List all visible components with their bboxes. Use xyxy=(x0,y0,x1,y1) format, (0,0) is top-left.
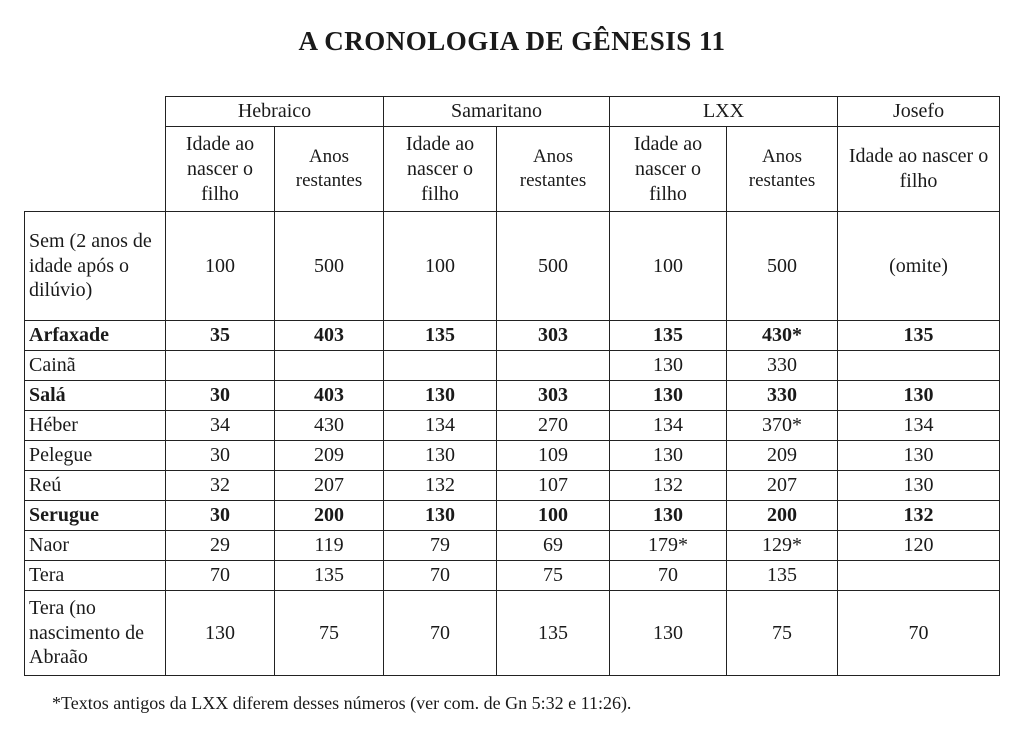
cell-value: 370* xyxy=(727,411,838,441)
corner-cell xyxy=(25,97,166,212)
cell-value: 403 xyxy=(275,381,384,411)
cell-value: 100 xyxy=(166,212,275,321)
cell-value: 207 xyxy=(727,471,838,501)
subheader-josefo-idade: Idade ao nascer o filho xyxy=(838,127,1000,212)
cell-value: 75 xyxy=(275,591,384,676)
cell-value: 209 xyxy=(727,441,838,471)
row-name: Pelegue xyxy=(25,441,166,471)
cell-value: 70 xyxy=(384,561,497,591)
row-name: Héber xyxy=(25,411,166,441)
cell-value: 132 xyxy=(384,471,497,501)
table-row xyxy=(25,321,1000,351)
group-header-samaritano: Samaritano xyxy=(384,97,610,127)
cell-value: 135 xyxy=(497,591,610,676)
cell-value: 119 xyxy=(275,531,384,561)
cell-value: 134 xyxy=(610,411,727,441)
cell-value: 135 xyxy=(275,561,384,591)
cell-value: 430* xyxy=(727,321,838,351)
cell-value: 130 xyxy=(838,381,1000,411)
subheader-hebraico-anos: Anos restantes xyxy=(275,127,384,212)
cell-value: 134 xyxy=(838,411,1000,441)
table-row xyxy=(25,591,1000,676)
chronology-table xyxy=(24,96,1000,676)
page-title: A CRONOLOGIA DE GÊNESIS 11 xyxy=(298,26,726,56)
cell-value: 135 xyxy=(610,321,727,351)
table-row xyxy=(25,561,1000,591)
cell-value: 70 xyxy=(166,561,275,591)
cell-value: 130 xyxy=(384,441,497,471)
cell-value xyxy=(838,561,1000,591)
cell-value: 34 xyxy=(166,411,275,441)
table-row xyxy=(25,501,1000,531)
cell-value: 75 xyxy=(727,591,838,676)
group-header-lxx: LXX xyxy=(610,97,838,127)
table-row xyxy=(25,471,1000,501)
table-row xyxy=(25,351,1000,381)
cell-value: 120 xyxy=(838,531,1000,561)
footnote: *Textos antigos da LXX diferem desses números (ver com. de Gn 5:32 e 11:26). xyxy=(52,693,632,713)
sub-header-row xyxy=(25,127,1000,212)
group-header-row xyxy=(25,97,1000,127)
cell-value: 179* xyxy=(610,531,727,561)
table-row xyxy=(25,441,1000,471)
row-name: Salá xyxy=(25,381,166,411)
row-name: Tera xyxy=(25,561,166,591)
cell-value: 130 xyxy=(838,471,1000,501)
cell-value xyxy=(497,351,610,381)
cell-value: 200 xyxy=(275,501,384,531)
cell-value: 32 xyxy=(166,471,275,501)
cell-value: 500 xyxy=(275,212,384,321)
cell-value: 35 xyxy=(166,321,275,351)
cell-value: 330 xyxy=(727,381,838,411)
table-row xyxy=(25,212,1000,321)
cell-value: 30 xyxy=(166,381,275,411)
cell-value: 100 xyxy=(610,212,727,321)
cell-value: 500 xyxy=(497,212,610,321)
cell-value: 430 xyxy=(275,411,384,441)
row-name: Tera (no nascimento de Abraão xyxy=(25,591,166,676)
row-name: Serugue xyxy=(25,501,166,531)
subheader-samaritano-anos: Anos restantes xyxy=(497,127,610,212)
cell-value xyxy=(166,351,275,381)
cell-value: 75 xyxy=(497,561,610,591)
group-header-josefo: Josefo xyxy=(838,97,1000,127)
group-header-hebraico: Hebraico xyxy=(166,97,384,127)
cell-value: 70 xyxy=(838,591,1000,676)
cell-value: 207 xyxy=(275,471,384,501)
cell-value: 132 xyxy=(610,471,727,501)
cell-value: 130 xyxy=(384,381,497,411)
row-name: Naor xyxy=(25,531,166,561)
cell-value: 130 xyxy=(610,381,727,411)
cell-value: 109 xyxy=(497,441,610,471)
cell-value: 200 xyxy=(727,501,838,531)
cell-value: 29 xyxy=(166,531,275,561)
cell-value: 130 xyxy=(384,501,497,531)
cell-value: 69 xyxy=(497,531,610,561)
cell-value: 303 xyxy=(497,321,610,351)
cell-value: 70 xyxy=(384,591,497,676)
row-name: Cainã xyxy=(25,351,166,381)
subheader-hebraico-idade: Idade ao nascer o filho xyxy=(166,127,275,212)
cell-value: 129* xyxy=(727,531,838,561)
cell-value: 107 xyxy=(497,471,610,501)
cell-value: 30 xyxy=(166,501,275,531)
cell-value: (omite) xyxy=(838,212,1000,321)
cell-value: 132 xyxy=(838,501,1000,531)
cell-value: 70 xyxy=(610,561,727,591)
cell-value: 130 xyxy=(610,441,727,471)
cell-value: 130 xyxy=(610,351,727,381)
table-row xyxy=(25,381,1000,411)
cell-value: 134 xyxy=(384,411,497,441)
subheader-lxx-anos: Anos restantes xyxy=(727,127,838,212)
cell-value: 209 xyxy=(275,441,384,471)
cell-value: 130 xyxy=(166,591,275,676)
cell-value: 270 xyxy=(497,411,610,441)
cell-value: 130 xyxy=(838,441,1000,471)
cell-value: 403 xyxy=(275,321,384,351)
cell-value: 100 xyxy=(497,501,610,531)
table-row xyxy=(25,411,1000,441)
cell-value xyxy=(384,351,497,381)
cell-value: 135 xyxy=(384,321,497,351)
cell-value: 100 xyxy=(384,212,497,321)
subheader-lxx-idade: Idade ao nascer o filho xyxy=(610,127,727,212)
cell-value: 135 xyxy=(727,561,838,591)
table-row xyxy=(25,531,1000,561)
cell-value: 130 xyxy=(610,591,727,676)
cell-value: 500 xyxy=(727,212,838,321)
cell-value xyxy=(275,351,384,381)
cell-value: 303 xyxy=(497,381,610,411)
cell-value: 30 xyxy=(166,441,275,471)
cell-value: 130 xyxy=(610,501,727,531)
cell-value: 330 xyxy=(727,351,838,381)
row-name: Sem (2 anos de idade após o dilúvio) xyxy=(25,212,166,321)
subheader-samaritano-idade: Idade ao nascer o filho xyxy=(384,127,497,212)
cell-value xyxy=(838,351,1000,381)
row-name: Reú xyxy=(25,471,166,501)
cell-value: 135 xyxy=(838,321,1000,351)
row-name: Arfaxade xyxy=(25,321,166,351)
cell-value: 79 xyxy=(384,531,497,561)
